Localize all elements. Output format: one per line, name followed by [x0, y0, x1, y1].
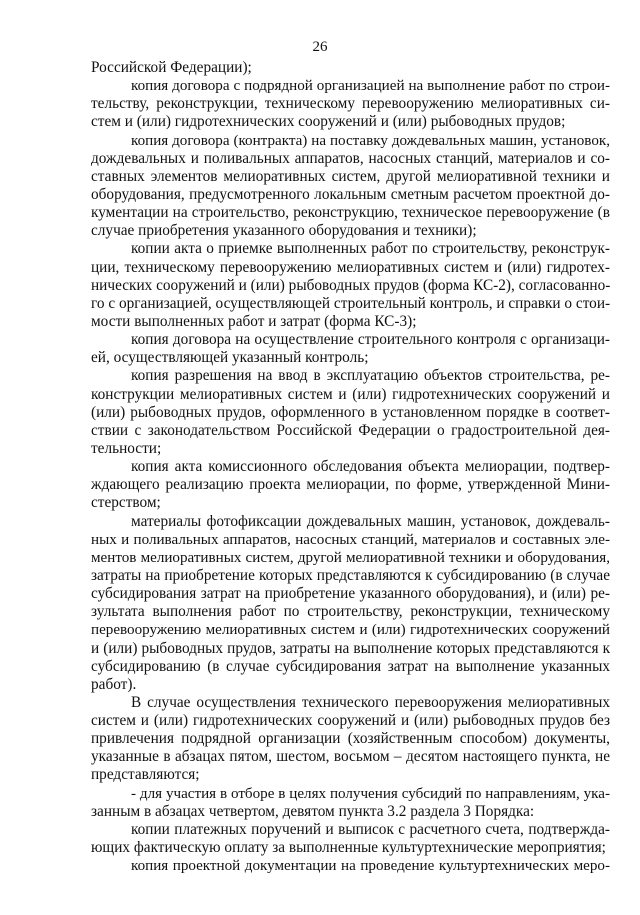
text-line: представляются; — [91, 766, 200, 784]
paragraph — [91, 458, 610, 512]
paragraph — [91, 77, 610, 131]
text-line: ции, техническому перевооружению мелиоративных систем и (или) гидротех- — [91, 258, 610, 276]
text-line: кументации на строительство, реконструкцию, техническое перевооружение (в — [91, 204, 610, 222]
text-line: работ). — [91, 675, 137, 693]
text-line: ментов мелиоративных систем, другой мелиоративной техники и оборудования, — [91, 549, 610, 566]
text-line: копия договора с подрядной организацией на выполнение работ по строи- — [131, 78, 610, 95]
paragraph — [91, 132, 610, 241]
text-line: конструкции мелиоративных систем и (или) гидротехнических сооружений и — [91, 385, 610, 403]
text-line: субсидирования затрат на приобретение указанного оборудования), и (или) ре- — [91, 585, 610, 603]
paragraph — [91, 694, 610, 785]
document-body — [91, 59, 610, 875]
text-line: копия акта комиссионного обследования объекта мелиорации, подтвер- — [131, 458, 610, 476]
text-line: - для участия в отборе в целях получения субсидий по направлениям, ука- — [131, 785, 610, 802]
text-line: перевооружению мелиоративных систем и (или) гидротехнических сооружений — [91, 622, 610, 639]
text-line: копии акта о приемке выполненных работ по строительству, реконструк- — [131, 240, 610, 258]
text-line: нических сооружений и (или) рыбоводных прудов (форма КС-2), согласованно- — [91, 276, 611, 294]
text-line: копия разрешения на ввод в эксплуатацию объектов строительства, ре- — [131, 367, 610, 385]
text-line: зультата выполнения работ по строительству, реконструкции, техническому — [91, 603, 610, 621]
text-line: копия проектной документации на проведение культуртехнических меро- — [131, 858, 610, 875]
text-line: ставных элементов мелиоративных систем, другой мелиоративной техники и — [91, 167, 610, 185]
text-line: го с организацией, осуществляющей строительный контроль, и справки о стои- — [91, 294, 611, 312]
paragraph — [91, 331, 610, 367]
paragraph — [91, 513, 610, 694]
page-number: 26 — [312, 39, 328, 55]
text-line: и (или) рыбоводных прудов, затраты на выполнение которых представляются к — [91, 639, 610, 657]
text-line: ющих фактическую оплату за выполненные культуртехнические мероприятия; — [91, 839, 606, 857]
text-line: ждающего реализацию проекта мелиорации, по форме, утвержденной Мини- — [91, 476, 610, 494]
text-line: тельности; — [91, 439, 162, 457]
text-line: копия договора (контракта) на поставку дождевальных машин, установок, — [131, 132, 610, 149]
text-line: субсидированию (в случае субсидирования затрат на выполнение указанных — [91, 657, 610, 675]
text-line: копия договора на осуществление строительного контроля с организаци- — [131, 331, 610, 349]
text-line: копии платежных поручений и выписок с расчетного счета, подтвержда- — [131, 820, 610, 838]
paragraph — [91, 821, 610, 857]
paragraph — [91, 240, 610, 331]
text-line: материалы фотофиксации дождевальных машин, установок, дождеваль- — [131, 512, 610, 530]
text-line: (или) рыбоводных прудов, оформленного в установленном порядке в соответ- — [91, 403, 610, 421]
text-line: систем и (или) гидротехнических сооружений и (или) рыбоводных прудов без — [91, 712, 610, 730]
text-line: В случае осуществления технического перевооружения мелиоративных — [131, 693, 610, 711]
text-line: случае приобретения указанного оборудования и техники); — [91, 222, 477, 240]
text-line: ствии с законодательством Российской Федерации о градостроительной дея- — [91, 421, 610, 439]
text-line: занным в абзацах четвертом, девятом пункта 3.2 раздела 3 Порядка: — [91, 802, 535, 820]
paragraph — [91, 367, 610, 458]
text-line: мости выполненных работ и затрат (форма КС-3); — [91, 312, 417, 330]
text-line: дождевальных и поливальных аппаратов, насосных станций, материалов и со- — [91, 149, 610, 167]
text-line: привлечения подрядной организации (хозяйственным способом) документы, — [91, 730, 610, 748]
text-line: затраты на приобретение которых представляются к субсидированию (в случае — [91, 566, 610, 584]
text-line: стерством; — [91, 494, 161, 512]
text-line: стем и (или) гидротехнических сооружений и (или) рыбоводных прудов; — [91, 113, 566, 131]
paragraph — [91, 59, 610, 77]
text-line: ей, осуществляющей указанный контроль; — [91, 349, 369, 367]
text-line: указанные в абзацах пятом, шестом, восьмом – десятом настоящего пункта, не — [91, 748, 610, 766]
text-line: оборудования, предусмотренного локальным сметным расчетом проектной до- — [91, 185, 610, 203]
paragraph — [91, 857, 610, 875]
text-line: тельству, реконструкции, техническому перевооружению мелиоративных си- — [91, 95, 610, 113]
text-line: ных и поливальных аппаратов, насосных станций, материалов и составных эле- — [91, 531, 610, 548]
paragraph — [91, 785, 610, 821]
text-line: Российской Федерации); — [91, 59, 252, 76]
